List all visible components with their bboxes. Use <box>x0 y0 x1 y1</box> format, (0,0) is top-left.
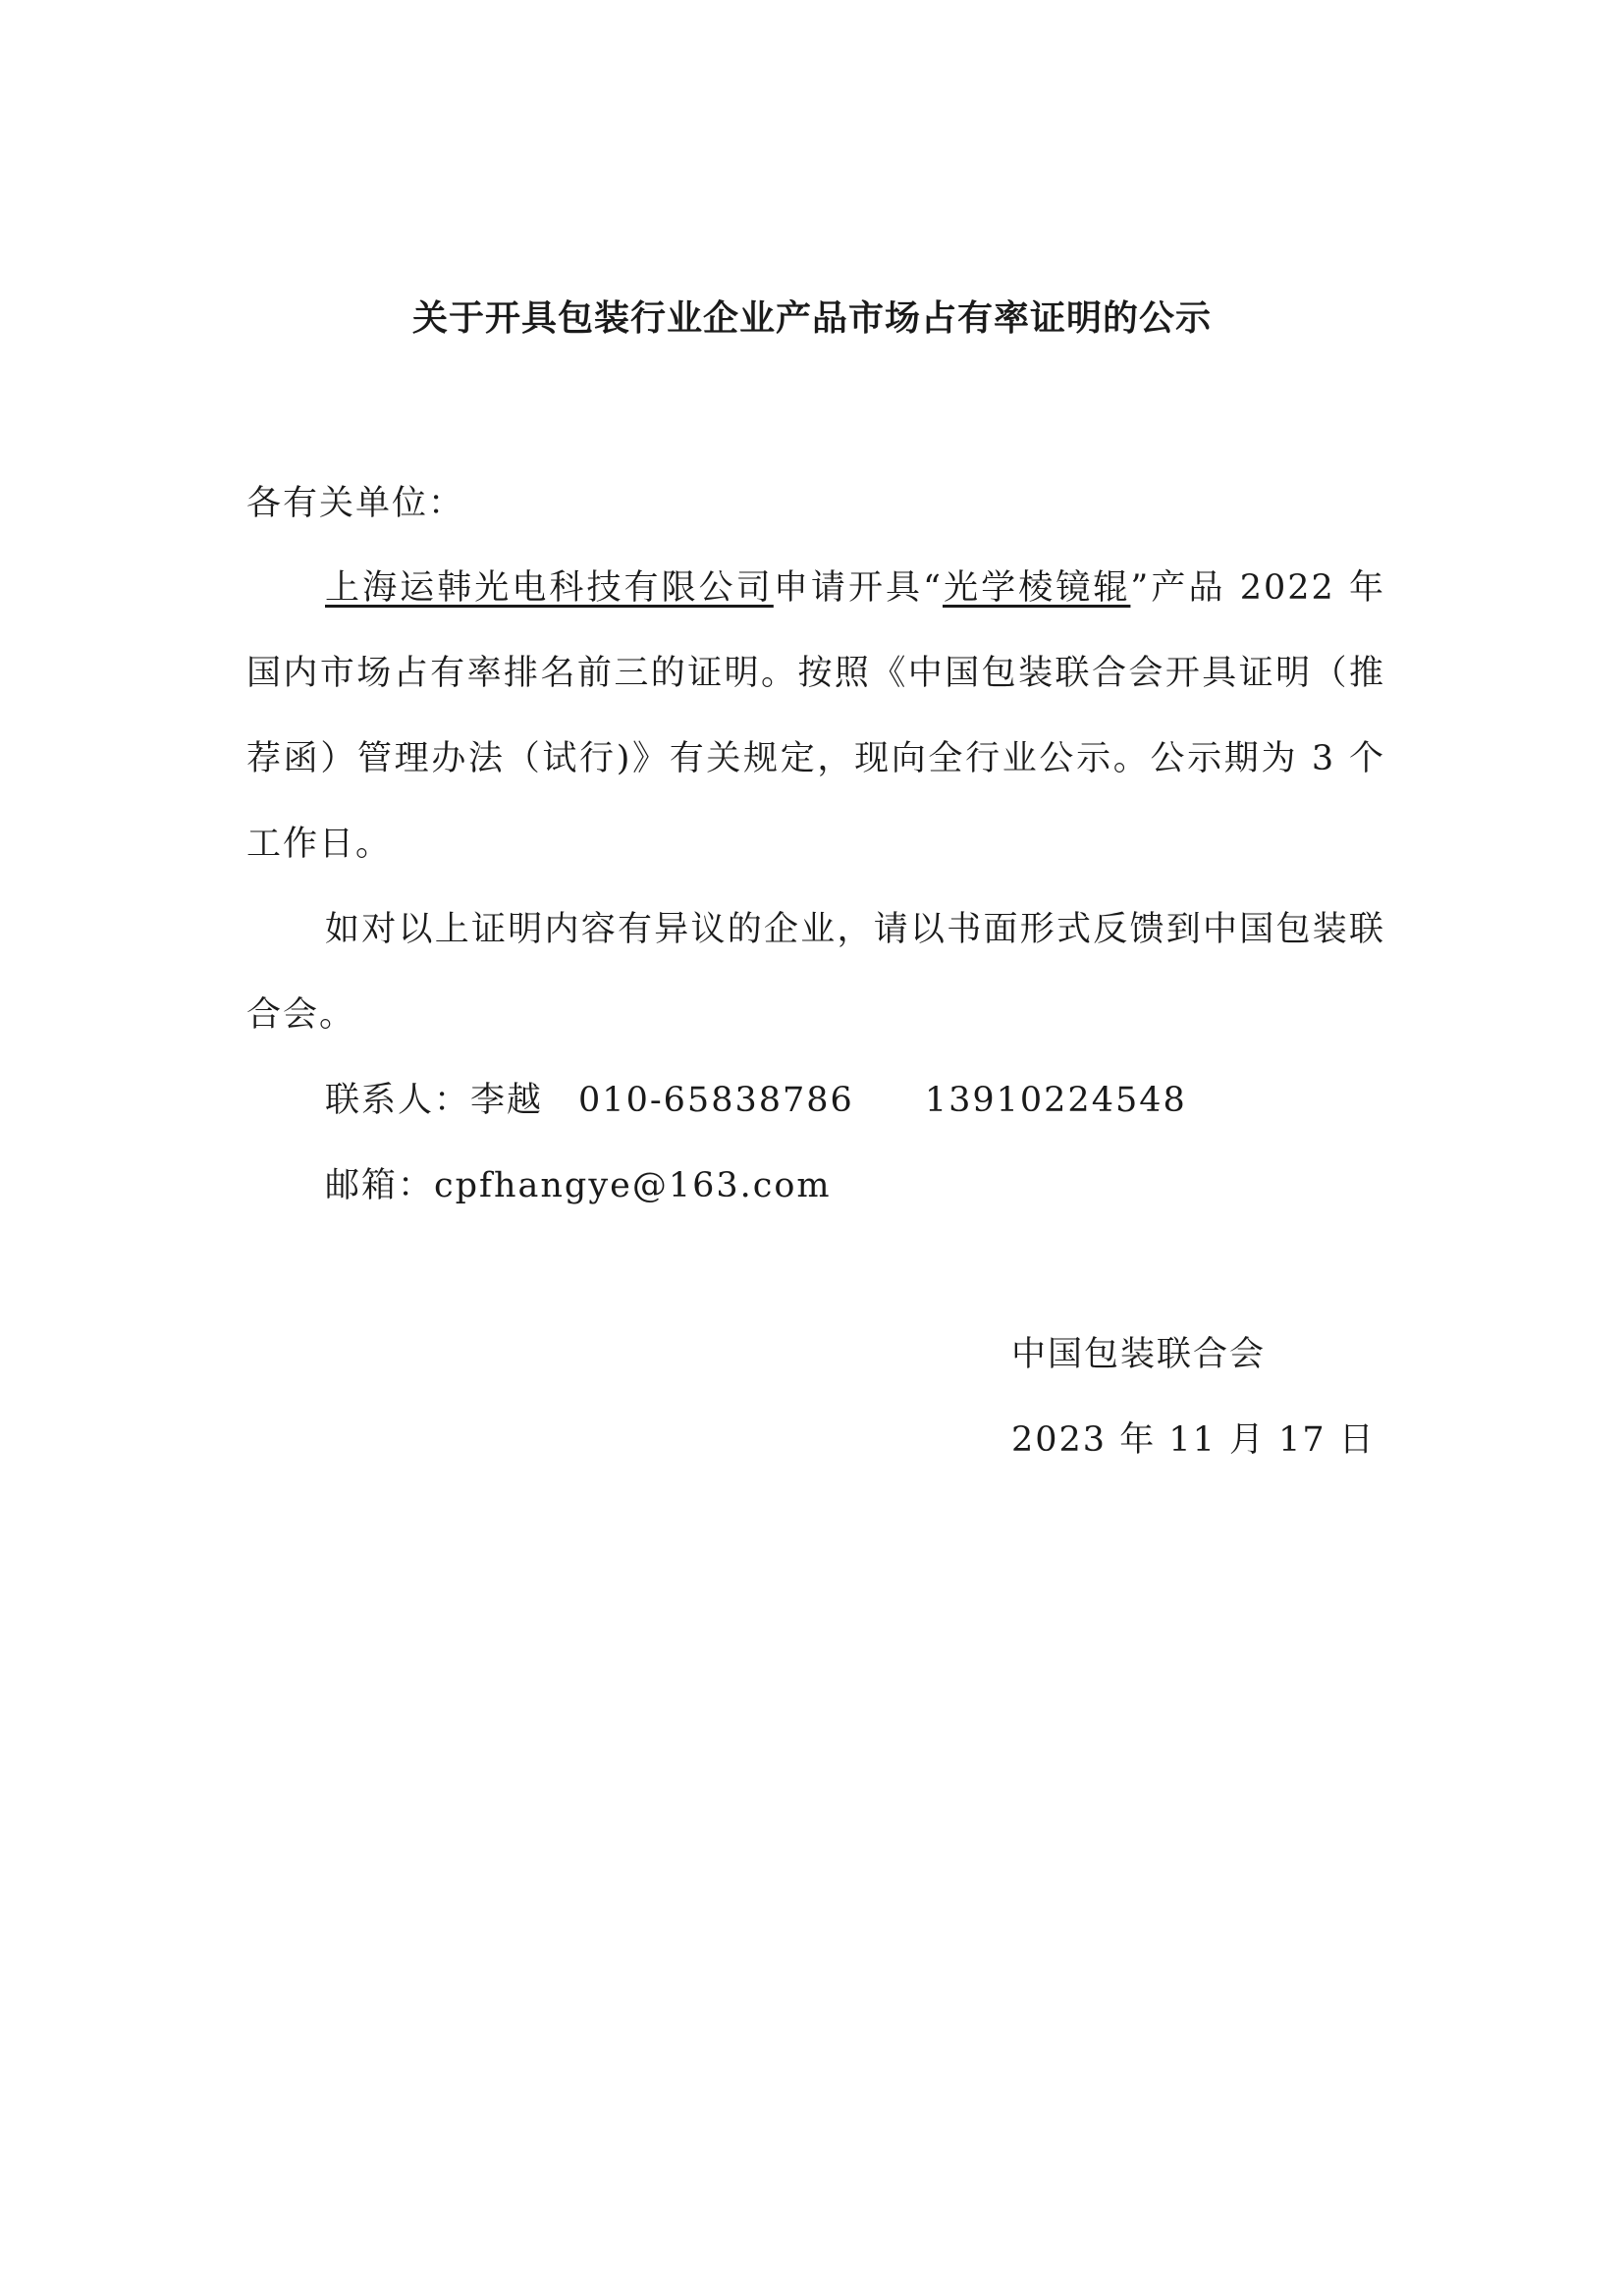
email-label: 邮箱： <box>325 1166 435 1205</box>
paragraph-objection: 如对以上证明内容有异议的企业，请以书面形式反馈到中国包装联合会。 <box>246 910 1385 1035</box>
quote-open: “ <box>923 568 943 608</box>
product-name: 光学棱镜辊 <box>943 568 1131 608</box>
quote-close: ” <box>1130 568 1151 608</box>
paragraph-text-b: 产品 2022 年国内市场占有率排名前三的证明。按照《中国包装联合会开具证明（推荐函）管理办法（试行)》有关规定，现向全行业公示。公示期为 3 个工作日。 <box>246 568 1385 864</box>
contact-phone-2: 13910224548 <box>924 1081 1187 1120</box>
contact-phone-1: 010-65838786 <box>578 1081 854 1120</box>
contact-line <box>246 1058 1464 1144</box>
company-name: 上海运韩光电科技有限公司 <box>325 568 774 608</box>
signature-organization: 中国包装联合会 <box>1011 1335 1267 1374</box>
signature-date: 2023 年 11 月 17 日 <box>1011 1420 1376 1460</box>
paragraph-text-a: 申请开具 <box>773 568 924 608</box>
document-title: 关于开具包装行业企业产品市场占有率证明的公示 <box>411 298 1212 339</box>
contact-label: 联系人： <box>325 1081 471 1120</box>
email-line <box>246 1144 1464 1229</box>
salutation: 各有关单位： <box>246 484 465 523</box>
email-address: cpfhangye@163.com <box>434 1166 832 1205</box>
contact-name: 李越 <box>470 1081 544 1120</box>
paragraph-application <box>246 546 1385 887</box>
